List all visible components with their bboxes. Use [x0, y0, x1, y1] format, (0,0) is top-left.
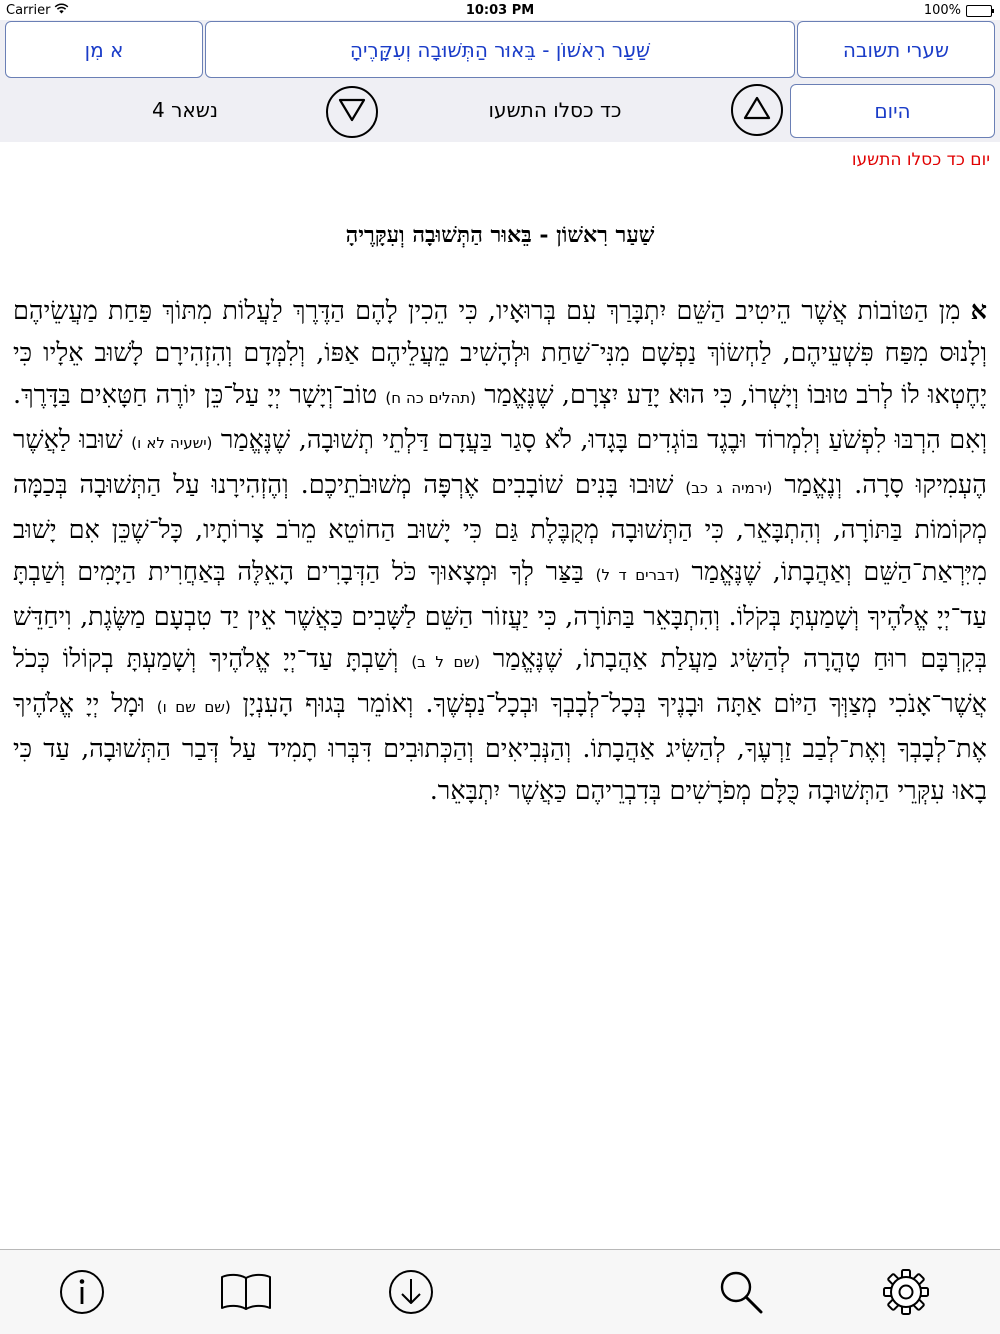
remaining-count: נשאר 4: [152, 98, 218, 122]
text-segment: מִן הַטּוֹבוֹת אֲשֶׁר הֵיטִיב הַשֵּׁם יִתְבָּרַךְ עִם בְּרוּאָיו, כִּי הֵכִין לָהֶם הַדֶּרֶךְ לַעֲלוֹת מִתּוֹךְ פַּחַת מַעֲשֵׂיהֶם וְלָנוּס מִפַּח פִּשְׁעֵיהֶם, לַחְשׂוֹךְ נַפְשָׁם מִנִּי־שַׁחַת וּלְהָשִׁיב מֵעֲלֵיהֶם אַפּוֹ, וְלִמְּדָם וְהִזְהִירָם לָשׁוּב אֵלָיו כִּי יֶחֶטְאוּ לוֹ לְרֹב טוּבוֹ וְיָשְׁרוֹ, כִּי הוּא יָדַע יִצְרָם, שֶׁנֶּאֱמַר: [13, 296, 988, 410]
text-segment: וּמָל יְיָ אֱלֹהֶיךָ אֶת־לְבָבְךָ וְאֶת־לְבַב זַרְעֶךָ, לְהַשִּׂיג אַהֲבָתוֹ. וְהַנְּבִיאִים וְהַכְּתוּבִים דִּבְּרוּ תָמִיד עַל דְּבַר הַתְּשׁוּבָה, עַד כִּי בָאוּ עִקְּרֵי הַתְּשׁוּבָה כֻּלָּם מְפֹרָשִׁים בְּדִבְרֵיהֶם כַּאֲשֶׁר יִתְבָּאֵר.: [13, 689, 987, 806]
status-bar: [0, 0, 1000, 22]
next-day-button[interactable]: [326, 86, 378, 138]
search-icon: [716, 1267, 766, 1321]
chapter-title: שַׁעַר רִאשׁוֹן - בֵּאוּר הַתְּשׁוּבָה וְעִקָּרֶיהָ: [345, 222, 655, 248]
gear-icon: [880, 1266, 932, 1322]
source-reference: (ירמיה ג כב): [685, 479, 773, 497]
text-segment: טוֹב־וְיָשָׁר יְיָ עַל־כֵּן יוֹרֶה חַטָּאִים בַּדָּרֶךְ. וְאִם הִרְבּוּ לִפְשֹׁעַ וְלִמְרוֹד וּבֶגֶד בּוֹגְדִים בָּגָדוּ, לֹא סָגַר בַּעֲדָם דַּלְתֵי תְשׁוּבָה, שֶׁנֶּאֱמַר: [13, 380, 988, 455]
bottom-toolbar: [0, 1249, 1000, 1334]
body-text: [13, 290, 987, 812]
text-segment: שׁוּבוּ לַאֲשֶׁר הֶעְמִיקוּ סָרָה. וְנֶאֱמַר: [13, 425, 987, 500]
status-right: [924, 3, 992, 18]
chapter-button[interactable]: שַׁעַר רִאשׁוֹן - בֵּאוּר הַתְּשׁוּבָה וְעִקָּרֶיהָ: [205, 21, 795, 78]
source-reference: (ישעיה לא ו): [131, 434, 213, 452]
today-button[interactable]: היום: [790, 84, 995, 138]
section-button[interactable]: א מִן: [5, 21, 203, 78]
text-segment: וְשַׁבְתָּ עַד־יְיָ אֱלֹהֶיךָ וְשָׁמַעְתָּ בְקוֹלוֹ כְּכֹל אֲשֶׁר־אָנֹכִי מְצַוְּךָ הַיּוֹם אַתָּה וּבָנֶיךָ בְּכָל־לְבָבְךָ וּבְכָל־נַפְשֶׁךָ. וְאוֹמֵר בְּגוּף הָעִנְיָן: [13, 644, 987, 719]
source-reference: (שם ל ב): [411, 653, 480, 671]
book-toc-button[interactable]: [218, 1266, 274, 1322]
battery-icon: [966, 5, 992, 17]
previous-day-button[interactable]: [731, 84, 783, 136]
section-letter: א: [970, 296, 988, 326]
text-segment: בַּצַּר לְךָ וּמְצָאוּךָ כֹּל הַדְּבָרִים הָאֵלֶּה בְּאַחֲרִית הַיָּמִים וְשַׁבְתָּ עַד־יְיָ אֱלֹהֶיךָ וְשָׁמַעְתָּ בְּקֹלוֹ. וְהִתְבָּאֵר בַּתּוֹרָה, כִּי יַעֲזוֹר הַשֵּׁם לַשָּׁבִים כַּאֲשֶׁר אֵין יַד טִבְעָם מַשֶּׂגֶת, וִיחַדֵּשׁ בְּקִרְבָּם רוּחַ טָהֳרָה לְהַשִּׂיג מַעֲלַת אַהֲבָתוֹ, שֶׁנֶּאֱמַר: [13, 557, 987, 674]
triangle-down-icon: [338, 98, 366, 126]
search-button[interactable]: [713, 1266, 769, 1322]
triangle-up-icon: [743, 96, 771, 124]
day-label: יום כד כסלו התשעו: [851, 150, 990, 170]
book-icon: [219, 1270, 273, 1318]
source-reference: (תהלים כה ח): [385, 389, 476, 407]
text-segment: שׁוּבוּ בָּנִים שׁוֹבָבִים אֶרְפָּה מְשׁוּבֹתֵיכֶם. וְהֶזְהִירָנוּ עַל הַתְּשׁוּבָה בְּכַמָּה מְקוֹמוֹת בַּתּוֹרָה, וְהִתְבָּאֵר, כִּי הַתְּשׁוּבָה מְקֻבֶּלֶת גַּם כִּי יָשׁוּב הַחוֹטֵא מֵרֹב צָרוֹתָיו, כָּל־שֶׁכֵּן אִם יָשׁוּב מִיִּרְאַת־הַשֵּׁם וְאַהֲבָתוֹ, שֶׁנֶּאֱמַר: [13, 470, 987, 587]
carrier-label: Carrier: [6, 3, 51, 18]
download-icon: [386, 1267, 436, 1321]
download-button[interactable]: [383, 1266, 439, 1322]
source-reference: (שם שם ו): [156, 698, 231, 716]
battery-percent: 100%: [923, 3, 961, 18]
settings-button[interactable]: [878, 1266, 934, 1322]
source-reference: (דברים ד ל): [595, 566, 680, 584]
book-button[interactable]: שערי תשובה: [797, 21, 995, 78]
current-date: כד כסלו התשעו: [488, 98, 622, 122]
info-button[interactable]: [54, 1266, 110, 1322]
clock: 10:03 PM: [465, 3, 535, 18]
info-icon: [57, 1267, 107, 1321]
